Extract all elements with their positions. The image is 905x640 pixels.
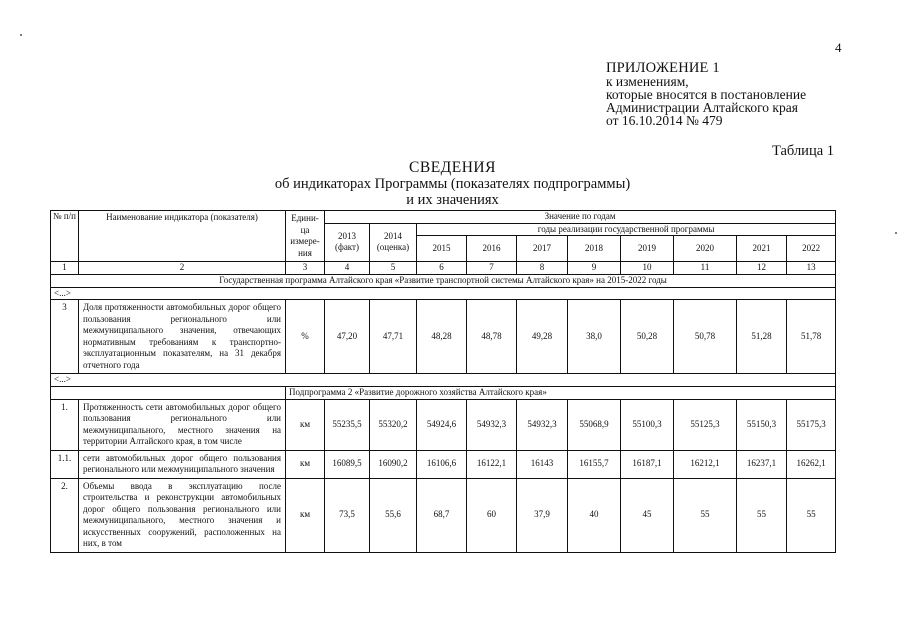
appendix-line: которые вносятся в постановление xyxy=(606,87,807,102)
header-year: 2018 xyxy=(568,236,621,262)
header-values-by-year: Значение по годам xyxy=(325,211,836,224)
value-cell: 55150,3 xyxy=(737,399,787,450)
appendix-line: Администрации Алтайского края xyxy=(606,100,798,115)
value-cell: 47,20 xyxy=(325,300,370,374)
row-number: 1.1. xyxy=(51,450,79,478)
value-cell: 55175,3 xyxy=(787,399,836,450)
value-cell: 16155,7 xyxy=(568,450,621,478)
subprogram-title: Подпрограмма 2 «Развитие дорожного хозяйства Алтайского края» xyxy=(286,386,836,399)
value-cell: 16187,1 xyxy=(621,450,674,478)
value-cell: 54932,3 xyxy=(517,399,568,450)
column-number: 7 xyxy=(467,262,517,275)
header-no: № п/п xyxy=(51,211,79,262)
header-name: Наименование индикатора (показателя) xyxy=(79,211,286,262)
value-cell: 55100,3 xyxy=(621,399,674,450)
value-cell: 48,28 xyxy=(417,300,467,374)
value-cell: 55320,2 xyxy=(370,399,417,450)
value-cell: 55 xyxy=(737,478,787,552)
appendix-line: к изменениям, xyxy=(606,74,689,89)
column-number: 1 xyxy=(51,262,79,275)
value-cell: 37,9 xyxy=(517,478,568,552)
value-cell: 16212,1 xyxy=(674,450,737,478)
value-cell: 16106,6 xyxy=(417,450,467,478)
ellipsis: <...> xyxy=(51,374,836,387)
indicator-name: Объемы ввода в эксплуатацию после строительства и реконструкции автомобильных дорог общего пользования регионального или межмуниципального, местного значения и искусственных сооружений, расположенных на них, в том xyxy=(79,478,286,552)
header-year: 2020 xyxy=(674,236,737,262)
title-line-3: и их значениях xyxy=(406,192,499,208)
value-cell: 16090,2 xyxy=(370,450,417,478)
indicator-name: сети автомобильных дорог общего пользования регионального или межмуниципального значения xyxy=(79,450,286,478)
appendix-line: от 16.10.2014 № 479 xyxy=(606,113,723,128)
title-line-1: СВЕДЕНИЯ xyxy=(409,159,496,176)
indicator-name: Протяженность сети автомобильных дорог общего пользования регионального или межмуниципального, местного значения на территории Алтайского края, в том числе xyxy=(79,399,286,450)
value-cell: 54924,6 xyxy=(417,399,467,450)
header-year: 2017 xyxy=(517,236,568,262)
value-cell: 16089,5 xyxy=(325,450,370,478)
appendix-heading: ПРИЛОЖЕНИЕ 1 xyxy=(606,60,720,76)
value-cell: 16122,1 xyxy=(467,450,517,478)
indicator-unit: км xyxy=(286,399,325,450)
value-cell: 50,78 xyxy=(674,300,737,374)
title-line-2: об индикаторах Программы (показателях подпрограммы) xyxy=(274,176,631,192)
indicator-name: Доля протяженности автомобильных дорог общего пользования регионального или межмуниципального значения, отвечающих нормативным требованиям к транспортно-эксплуатационным показателям, на 31 декабря отчетного года xyxy=(79,300,286,374)
header-year: 2021 xyxy=(737,236,787,262)
value-cell: 54932,3 xyxy=(467,399,517,450)
value-cell: 16143 xyxy=(517,450,568,478)
header-year: 2019 xyxy=(621,236,674,262)
column-number: 13 xyxy=(787,262,836,275)
indicator-unit: км xyxy=(286,478,325,552)
table-row xyxy=(51,399,836,450)
column-number: 8 xyxy=(517,262,568,275)
column-number: 12 xyxy=(737,262,787,275)
column-number: 11 xyxy=(674,262,737,275)
column-number: 9 xyxy=(568,262,621,275)
column-number: 6 xyxy=(417,262,467,275)
row-number: 1. xyxy=(51,399,79,450)
value-cell: 48,78 xyxy=(467,300,517,374)
row-number: 2. xyxy=(51,478,79,552)
subprogram-title-row xyxy=(51,386,836,399)
value-cell: 16237,1 xyxy=(737,450,787,478)
table-row xyxy=(51,450,836,478)
table-row xyxy=(51,300,836,374)
header-year: 2016 xyxy=(467,236,517,262)
header-2013: 2013 (факт) xyxy=(325,223,370,262)
value-cell: 51,28 xyxy=(737,300,787,374)
blank-cell xyxy=(51,386,286,399)
ellipsis-row xyxy=(51,287,836,300)
header-year: 2022 xyxy=(787,236,836,262)
value-cell: 68,7 xyxy=(417,478,467,552)
column-number: 4 xyxy=(325,262,370,275)
program-title-row xyxy=(51,274,836,287)
indicators-table xyxy=(50,210,836,553)
column-number: 5 xyxy=(370,262,417,275)
row-number: 3 xyxy=(51,300,79,374)
ellipsis: <...> xyxy=(51,287,836,300)
value-cell: 49,28 xyxy=(517,300,568,374)
value-cell: 55 xyxy=(787,478,836,552)
value-cell: 55068,9 xyxy=(568,399,621,450)
header-year: 2015 xyxy=(417,236,467,262)
indicator-unit: % xyxy=(286,300,325,374)
column-number: 10 xyxy=(621,262,674,275)
value-cell: 40 xyxy=(568,478,621,552)
ellipsis-row xyxy=(51,374,836,387)
value-cell: 55,6 xyxy=(370,478,417,552)
header-program-years: годы реализации государственной программы xyxy=(417,223,836,236)
value-cell: 38,0 xyxy=(568,300,621,374)
scan-speck xyxy=(20,34,22,36)
value-cell: 55235,5 xyxy=(325,399,370,450)
page-number: 4 xyxy=(835,40,842,55)
column-number: 2 xyxy=(79,262,286,275)
appendix-block xyxy=(606,62,806,127)
value-cell: 51,78 xyxy=(787,300,836,374)
scan-speck xyxy=(895,232,897,234)
column-number: 3 xyxy=(286,262,325,275)
value-cell: 50,28 xyxy=(621,300,674,374)
table-number: Таблица 1 xyxy=(772,143,835,159)
value-cell: 45 xyxy=(621,478,674,552)
value-cell: 47,71 xyxy=(370,300,417,374)
column-number-row xyxy=(51,262,836,275)
value-cell: 16262,1 xyxy=(787,450,836,478)
value-cell: 55 xyxy=(674,478,737,552)
document-title xyxy=(0,160,905,208)
header-2014: 2014 (оценка) xyxy=(370,223,417,262)
header-unit: Едини-ца измере-ния xyxy=(286,211,325,262)
table-row xyxy=(51,478,836,552)
program-title: Государственная программа Алтайского края «Развитие транспортной системы Алтайского края» на 2015-2022 годы xyxy=(51,274,836,287)
value-cell: 55125,3 xyxy=(674,399,737,450)
value-cell: 60 xyxy=(467,478,517,552)
indicator-unit: км xyxy=(286,450,325,478)
header-row xyxy=(51,211,836,224)
value-cell: 73,5 xyxy=(325,478,370,552)
